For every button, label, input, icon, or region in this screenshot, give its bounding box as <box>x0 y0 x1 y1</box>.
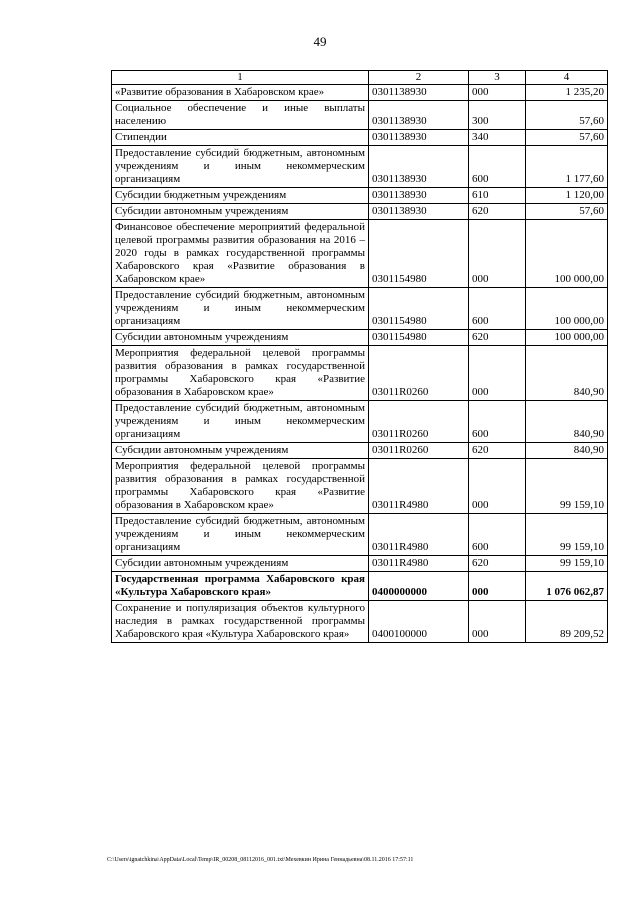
row-name-cell: Субсидии автономным учреждениям <box>112 204 369 220</box>
row-sum-cell: 1 076 062,87 <box>526 572 608 601</box>
row-type-cell: 000 <box>469 220 526 288</box>
row-type-cell: 620 <box>469 556 526 572</box>
row-name-cell: Субсидии автономным учреждениям <box>112 330 369 346</box>
table-header <box>112 71 608 85</box>
table-row <box>112 514 608 556</box>
row-sum-cell: 99 159,10 <box>526 459 608 514</box>
header-col-code: 2 <box>369 71 469 85</box>
row-type-cell: 620 <box>469 330 526 346</box>
row-code-cell: 0400000000 <box>369 572 469 601</box>
row-code-cell: 0301154980 <box>369 288 469 330</box>
row-name-cell: Стипендии <box>112 130 369 146</box>
table-row <box>112 556 608 572</box>
table-row <box>112 443 608 459</box>
row-type-cell: 620 <box>469 443 526 459</box>
row-sum-cell: 840,90 <box>526 401 608 443</box>
row-sum-cell: 57,60 <box>526 130 608 146</box>
row-name-cell: Предоставление субсидий бюджетным, автономным учреждениям и иным некоммерческим организациям <box>112 288 369 330</box>
table-body <box>112 85 608 643</box>
row-code-cell: 0301154980 <box>369 330 469 346</box>
header-row <box>112 71 608 85</box>
header-col-type: 3 <box>469 71 526 85</box>
table-row <box>112 130 608 146</box>
header-col-name: 1 <box>112 71 369 85</box>
table-row <box>112 401 608 443</box>
row-name-cell: Финансовое обеспечение мероприятий федеральной целевой программы развития образования на 2016 – 2020 годы в рамках государственной программы Хабаровского края «Развитие образования в Хабаровском крае» <box>112 220 369 288</box>
budget-table <box>111 70 608 643</box>
row-type-cell: 600 <box>469 401 526 443</box>
row-code-cell: 03011R0260 <box>369 443 469 459</box>
row-name-cell: «Развитие образования в Хабаровском крае» <box>112 85 369 101</box>
row-name-cell: Предоставление субсидий бюджетным, автономным учреждениям и иным некоммерческим организациям <box>112 146 369 188</box>
row-type-cell: 600 <box>469 514 526 556</box>
row-type-cell: 000 <box>469 346 526 401</box>
row-sum-cell: 99 159,10 <box>526 514 608 556</box>
row-sum-cell: 840,90 <box>526 346 608 401</box>
row-sum-cell: 1 120,00 <box>526 188 608 204</box>
row-code-cell: 0301138930 <box>369 188 469 204</box>
row-code-cell: 03011R4980 <box>369 514 469 556</box>
table-row <box>112 288 608 330</box>
row-type-cell: 300 <box>469 101 526 130</box>
file-path-footer: C:\Users\ignatchkina\AppData\Local\Temp\IR_00208_08112016_001.txt\Мехевкин Ирина Геннадьевна\08.11.2016 17:57:11 <box>107 857 414 863</box>
row-sum-cell: 100 000,00 <box>526 220 608 288</box>
table-row <box>112 101 608 130</box>
row-sum-cell: 89 209,52 <box>526 601 608 643</box>
table-row <box>112 220 608 288</box>
row-name-cell: Предоставление субсидий бюджетным, автономным учреждениям и иным некоммерческим организациям <box>112 401 369 443</box>
row-sum-cell: 100 000,00 <box>526 330 608 346</box>
row-code-cell: 0301138930 <box>369 204 469 220</box>
row-name-cell: Мероприятия федеральной целевой программы развития образования в рамках государственной программы Хабаровского края «Развитие образования в Хабаровском крае» <box>112 459 369 514</box>
row-code-cell: 03011R0260 <box>369 346 469 401</box>
table-row <box>112 346 608 401</box>
row-type-cell: 600 <box>469 288 526 330</box>
row-name-cell: Субсидии бюджетным учреждениям <box>112 188 369 204</box>
page-number: 49 <box>313 34 327 49</box>
table-row <box>112 146 608 188</box>
row-sum-cell: 57,60 <box>526 101 608 130</box>
table-row <box>112 572 608 601</box>
row-type-cell: 620 <box>469 204 526 220</box>
table-row <box>112 85 608 101</box>
table-row <box>112 601 608 643</box>
row-sum-cell: 1 235,20 <box>526 85 608 101</box>
row-name-cell: Мероприятия федеральной целевой программы развития образования в рамках государственной программы Хабаровского края «Развитие образования в Хабаровском крае» <box>112 346 369 401</box>
table-row <box>112 204 608 220</box>
header-col-sum: 4 <box>526 71 608 85</box>
row-sum-cell: 1 177,60 <box>526 146 608 188</box>
row-type-cell: 000 <box>469 85 526 101</box>
row-code-cell: 0301138930 <box>369 101 469 130</box>
row-type-cell: 340 <box>469 130 526 146</box>
row-sum-cell: 840,90 <box>526 443 608 459</box>
row-code-cell: 03011R4980 <box>369 459 469 514</box>
row-code-cell: 0301154980 <box>369 220 469 288</box>
row-code-cell: 03011R4980 <box>369 556 469 572</box>
row-code-cell: 03011R0260 <box>369 401 469 443</box>
table-row <box>112 459 608 514</box>
row-type-cell: 000 <box>469 459 526 514</box>
row-sum-cell: 57,60 <box>526 204 608 220</box>
row-name-cell: Субсидии автономным учреждениям <box>112 556 369 572</box>
row-name-cell: Государственная программа Хабаровского края «Культура Хабаровского края» <box>112 572 369 601</box>
row-name-cell: Субсидии автономным учреждениям <box>112 443 369 459</box>
row-type-cell: 610 <box>469 188 526 204</box>
row-code-cell: 0301138930 <box>369 146 469 188</box>
row-name-cell: Социальное обеспечение и иные выплаты населению <box>112 101 369 130</box>
row-name-cell: Предоставление субсидий бюджетным, автономным учреждениям и иным некоммерческим организациям <box>112 514 369 556</box>
row-code-cell: 0301138930 <box>369 130 469 146</box>
row-type-cell: 600 <box>469 146 526 188</box>
row-type-cell: 000 <box>469 572 526 601</box>
row-code-cell: 0301138930 <box>369 85 469 101</box>
row-sum-cell: 99 159,10 <box>526 556 608 572</box>
row-sum-cell: 100 000,00 <box>526 288 608 330</box>
row-type-cell: 000 <box>469 601 526 643</box>
table-row <box>112 188 608 204</box>
row-name-cell: Сохранение и популяризация объектов культурного наследия в рамках государственной программы Хабаровского края «Культура Хабаровского края» <box>112 601 369 643</box>
table-row <box>112 330 608 346</box>
row-code-cell: 0400100000 <box>369 601 469 643</box>
